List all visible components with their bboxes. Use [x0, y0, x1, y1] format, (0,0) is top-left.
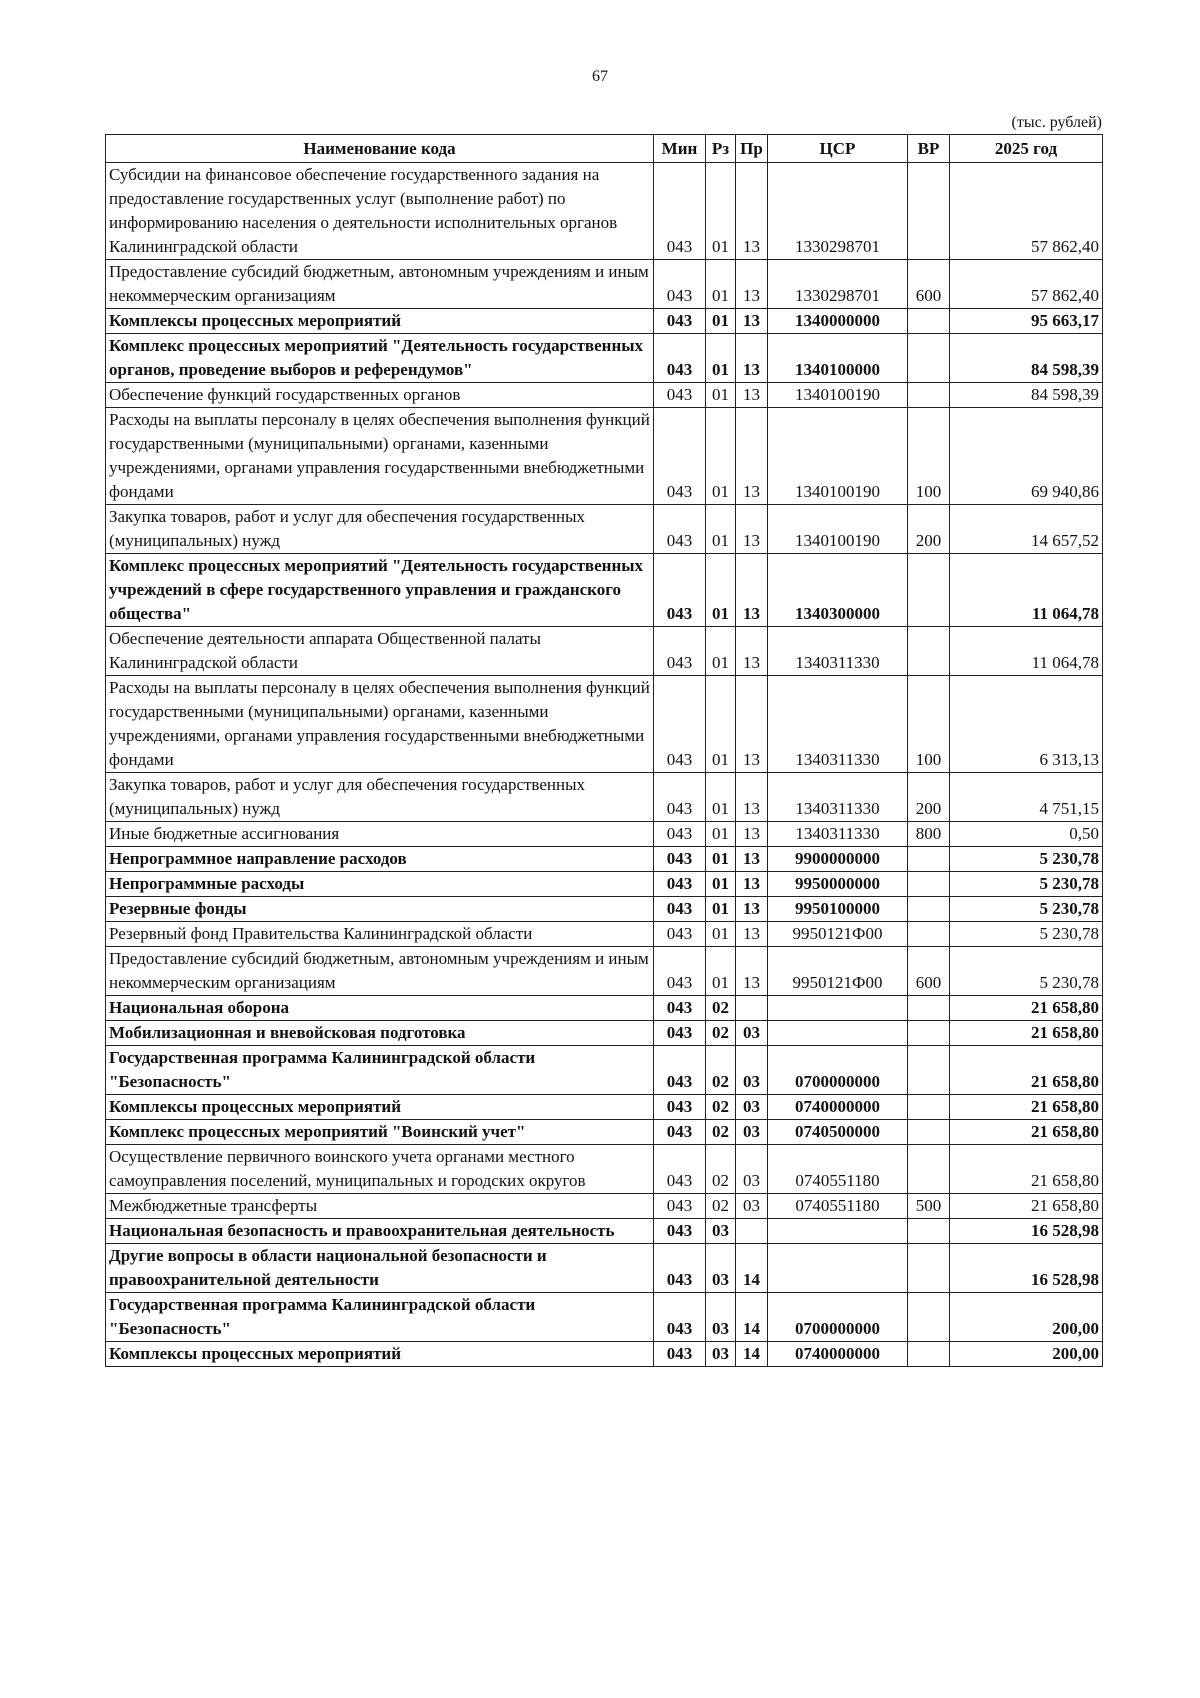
cell-vr: 100	[908, 408, 950, 505]
cell-vr	[908, 334, 950, 383]
cell-amount: 5 230,78	[950, 847, 1103, 872]
cell-vr	[908, 1342, 950, 1367]
cell-csr: 1330298701	[768, 260, 908, 309]
cell-csr: 0700000000	[768, 1046, 908, 1095]
cell-rz: 02	[706, 1021, 736, 1046]
cell-amount: 21 658,80	[950, 1145, 1103, 1194]
cell-name: Расходы на выплаты персоналу в целях обеспечения выполнения функций государственными (муниципальными) органами, казенными учреждениями, органами управления государственными внебюджетными фондами	[106, 676, 654, 773]
cell-csr: 0740000000	[768, 1342, 908, 1367]
cell-min: 043	[654, 1244, 706, 1293]
page-number: 67	[592, 68, 608, 85]
table-row	[106, 822, 1103, 847]
cell-pr: 13	[736, 334, 768, 383]
cell-name: Непрограммные расходы	[106, 872, 654, 897]
table-row	[106, 408, 1103, 505]
cell-rz: 01	[706, 773, 736, 822]
cell-pr: 13	[736, 163, 768, 260]
cell-name: Расходы на выплаты персоналу в целях обеспечения выполнения функций государственными (муниципальными) органами, казенными учреждениями, органами управления государственными внебюджетными фондами	[106, 408, 654, 505]
cell-vr	[908, 1120, 950, 1145]
cell-pr: 13	[736, 676, 768, 773]
cell-csr: 1340311330	[768, 773, 908, 822]
cell-name: Другие вопросы в области национальной безопасности и правоохранительной деятельности	[106, 1244, 654, 1293]
cell-rz: 01	[706, 408, 736, 505]
cell-name: Иные бюджетные ассигнования	[106, 822, 654, 847]
cell-vr	[908, 1145, 950, 1194]
cell-vr	[908, 922, 950, 947]
cell-pr: 13	[736, 822, 768, 847]
cell-rz: 02	[706, 1046, 736, 1095]
header-rz: Рз	[706, 135, 736, 163]
cell-amount: 16 528,98	[950, 1244, 1103, 1293]
cell-amount: 21 658,80	[950, 1194, 1103, 1219]
table-row	[106, 947, 1103, 996]
cell-pr: 13	[736, 383, 768, 408]
cell-name: Обеспечение деятельности аппарата Общественной палаты Калининградской области	[106, 627, 654, 676]
cell-rz: 02	[706, 1145, 736, 1194]
cell-vr: 200	[908, 505, 950, 554]
cell-rz: 03	[706, 1244, 736, 1293]
cell-vr: 600	[908, 947, 950, 996]
cell-rz: 01	[706, 309, 736, 334]
cell-amount: 200,00	[950, 1293, 1103, 1342]
cell-min: 043	[654, 996, 706, 1021]
cell-name: Государственная программа Калининградской области "Безопасность"	[106, 1293, 654, 1342]
cell-vr	[908, 897, 950, 922]
cell-vr: 500	[908, 1194, 950, 1219]
cell-csr	[768, 1219, 908, 1244]
cell-csr: 9950000000	[768, 872, 908, 897]
cell-pr: 13	[736, 872, 768, 897]
cell-amount: 5 230,78	[950, 922, 1103, 947]
cell-amount: 21 658,80	[950, 1021, 1103, 1046]
cell-min: 043	[654, 1095, 706, 1120]
cell-name: Межбюджетные трансферты	[106, 1194, 654, 1219]
header-row	[106, 135, 1103, 163]
cell-rz: 02	[706, 996, 736, 1021]
cell-vr	[908, 1021, 950, 1046]
cell-pr: 14	[736, 1342, 768, 1367]
cell-name: Государственная программа Калининградской области "Безопасность"	[106, 1046, 654, 1095]
cell-vr	[908, 996, 950, 1021]
cell-min: 043	[654, 627, 706, 676]
cell-csr: 0740000000	[768, 1095, 908, 1120]
cell-amount: 4 751,15	[950, 773, 1103, 822]
cell-csr: 9950121Ф00	[768, 947, 908, 996]
cell-csr: 1340100190	[768, 505, 908, 554]
table-row	[106, 1145, 1103, 1194]
cell-vr: 100	[908, 676, 950, 773]
table-row	[106, 1293, 1103, 1342]
cell-rz: 01	[706, 947, 736, 996]
cell-vr	[908, 1095, 950, 1120]
cell-name: Комплекс процессных мероприятий "Деятельность государственных органов, проведение выборов и референдумов"	[106, 334, 654, 383]
cell-vr: 800	[908, 822, 950, 847]
cell-min: 043	[654, 309, 706, 334]
cell-pr: 03	[736, 1120, 768, 1145]
cell-csr: 1340100190	[768, 408, 908, 505]
cell-name: Комплекс процессных мероприятий "Деятельность государственных учреждений в сфере государственного управления и гражданского общества"	[106, 554, 654, 627]
cell-amount: 11 064,78	[950, 554, 1103, 627]
table-header	[106, 135, 1103, 163]
cell-name: Комплексы процессных мероприятий	[106, 1095, 654, 1120]
cell-name: Предоставление субсидий бюджетным, автономным учреждениям и иным некоммерческим организациям	[106, 260, 654, 309]
table-row	[106, 627, 1103, 676]
table-row	[106, 922, 1103, 947]
cell-pr: 03	[736, 1095, 768, 1120]
cell-min: 043	[654, 872, 706, 897]
table-row	[106, 505, 1103, 554]
cell-name: Закупка товаров, работ и услуг для обеспечения государственных (муниципальных) нужд	[106, 505, 654, 554]
cell-rz: 01	[706, 627, 736, 676]
table-row	[106, 1120, 1103, 1145]
cell-min: 043	[654, 822, 706, 847]
cell-name: Мобилизационная и вневойсковая подготовка	[106, 1021, 654, 1046]
cell-vr	[908, 847, 950, 872]
cell-rz: 01	[706, 334, 736, 383]
cell-amount: 84 598,39	[950, 334, 1103, 383]
cell-name: Обеспечение функций государственных органов	[106, 383, 654, 408]
cell-amount: 69 940,86	[950, 408, 1103, 505]
cell-amount: 57 862,40	[950, 260, 1103, 309]
header-name: Наименование кода	[106, 135, 654, 163]
cell-pr: 03	[736, 1194, 768, 1219]
table-row	[106, 996, 1103, 1021]
cell-name: Закупка товаров, работ и услуг для обеспечения государственных (муниципальных) нужд	[106, 773, 654, 822]
table-row	[106, 1046, 1103, 1095]
cell-rz: 01	[706, 163, 736, 260]
cell-pr: 13	[736, 627, 768, 676]
cell-csr	[768, 1244, 908, 1293]
cell-vr	[908, 383, 950, 408]
cell-amount: 16 528,98	[950, 1219, 1103, 1244]
cell-rz: 01	[706, 383, 736, 408]
table-row	[106, 872, 1103, 897]
table-row	[106, 847, 1103, 872]
header-min: Мин	[654, 135, 706, 163]
cell-min: 043	[654, 676, 706, 773]
cell-amount: 14 657,52	[950, 505, 1103, 554]
cell-amount: 21 658,80	[950, 996, 1103, 1021]
cell-pr: 03	[736, 1021, 768, 1046]
cell-amount: 21 658,80	[950, 1095, 1103, 1120]
cell-min: 043	[654, 922, 706, 947]
cell-rz: 03	[706, 1293, 736, 1342]
cell-min: 043	[654, 408, 706, 505]
table-row	[106, 676, 1103, 773]
cell-csr: 1340100190	[768, 383, 908, 408]
cell-min: 043	[654, 847, 706, 872]
cell-rz: 02	[706, 1095, 736, 1120]
table-row	[106, 1021, 1103, 1046]
cell-amount: 84 598,39	[950, 383, 1103, 408]
cell-name: Осуществление первичного воинского учета органами местного самоуправления поселений, муниципальных и городских округов	[106, 1145, 654, 1194]
cell-pr: 14	[736, 1293, 768, 1342]
cell-vr	[908, 554, 950, 627]
cell-vr	[908, 627, 950, 676]
table-row	[106, 773, 1103, 822]
cell-vr	[908, 1293, 950, 1342]
cell-rz: 01	[706, 897, 736, 922]
cell-amount: 21 658,80	[950, 1046, 1103, 1095]
cell-pr: 13	[736, 309, 768, 334]
table-row	[106, 383, 1103, 408]
cell-min: 043	[654, 1219, 706, 1244]
cell-min: 043	[654, 897, 706, 922]
cell-pr: 13	[736, 922, 768, 947]
cell-min: 043	[654, 1145, 706, 1194]
cell-amount: 57 862,40	[950, 163, 1103, 260]
table-row	[106, 897, 1103, 922]
cell-vr: 200	[908, 773, 950, 822]
cell-min: 043	[654, 1293, 706, 1342]
cell-min: 043	[654, 260, 706, 309]
cell-rz: 01	[706, 922, 736, 947]
cell-name: Резервный фонд Правительства Калининградской области	[106, 922, 654, 947]
cell-amount: 5 230,78	[950, 897, 1103, 922]
cell-pr: 03	[736, 1145, 768, 1194]
table-row	[106, 1194, 1103, 1219]
cell-min: 043	[654, 1120, 706, 1145]
cell-rz: 01	[706, 676, 736, 773]
table-row	[106, 260, 1103, 309]
cell-vr: 600	[908, 260, 950, 309]
cell-amount: 21 658,80	[950, 1120, 1103, 1145]
cell-csr: 0740500000	[768, 1120, 908, 1145]
cell-csr	[768, 1021, 908, 1046]
cell-min: 043	[654, 1342, 706, 1367]
cell-csr: 9900000000	[768, 847, 908, 872]
cell-min: 043	[654, 163, 706, 260]
cell-pr: 13	[736, 260, 768, 309]
cell-amount: 0,50	[950, 822, 1103, 847]
cell-min: 043	[654, 554, 706, 627]
cell-vr	[908, 1219, 950, 1244]
cell-csr: 1340300000	[768, 554, 908, 627]
cell-vr	[908, 309, 950, 334]
cell-name: Национальная оборона	[106, 996, 654, 1021]
table-row	[106, 309, 1103, 334]
cell-amount: 95 663,17	[950, 309, 1103, 334]
cell-vr	[908, 1046, 950, 1095]
cell-min: 043	[654, 1046, 706, 1095]
units-label: (тыс. рублей)	[1011, 114, 1102, 131]
cell-min: 043	[654, 773, 706, 822]
cell-min: 043	[654, 383, 706, 408]
cell-rz: 03	[706, 1342, 736, 1367]
cell-name: Субсидии на финансовое обеспечение государственного задания на предоставление государственных услуг (выполнение работ) по информированию населения о деятельности исполнительных органов Калининградской области	[106, 163, 654, 260]
cell-pr: 13	[736, 947, 768, 996]
table-body	[106, 163, 1103, 1367]
table-row	[106, 334, 1103, 383]
header-pr: Пр	[736, 135, 768, 163]
cell-csr	[768, 996, 908, 1021]
cell-csr: 1340311330	[768, 676, 908, 773]
cell-rz: 01	[706, 260, 736, 309]
table-row	[106, 1342, 1103, 1367]
cell-name: Предоставление субсидий бюджетным, автономным учреждениям и иным некоммерческим организациям	[106, 947, 654, 996]
cell-rz: 01	[706, 847, 736, 872]
cell-vr	[908, 1244, 950, 1293]
cell-rz: 02	[706, 1120, 736, 1145]
cell-pr: 13	[736, 773, 768, 822]
cell-amount: 6 313,13	[950, 676, 1103, 773]
cell-csr: 1340311330	[768, 627, 908, 676]
cell-pr: 14	[736, 1244, 768, 1293]
cell-vr	[908, 872, 950, 897]
cell-min: 043	[654, 334, 706, 383]
cell-pr: 13	[736, 847, 768, 872]
cell-rz: 01	[706, 554, 736, 627]
header-csr: ЦСР	[768, 135, 908, 163]
cell-pr	[736, 1219, 768, 1244]
cell-amount: 11 064,78	[950, 627, 1103, 676]
cell-name: Резервные фонды	[106, 897, 654, 922]
cell-csr: 1340311330	[768, 822, 908, 847]
cell-rz: 02	[706, 1194, 736, 1219]
header-year: 2025 год	[950, 135, 1103, 163]
budget-table	[105, 134, 1103, 1367]
cell-csr: 9950121Ф00	[768, 922, 908, 947]
cell-pr: 13	[736, 897, 768, 922]
cell-csr: 0740551180	[768, 1194, 908, 1219]
table-row	[106, 1219, 1103, 1244]
cell-name: Непрограммное направление расходов	[106, 847, 654, 872]
cell-csr: 1340000000	[768, 309, 908, 334]
table-row	[106, 1244, 1103, 1293]
cell-pr: 13	[736, 505, 768, 554]
cell-rz: 03	[706, 1219, 736, 1244]
cell-amount: 5 230,78	[950, 947, 1103, 996]
header-vr: ВР	[908, 135, 950, 163]
cell-min: 043	[654, 1021, 706, 1046]
cell-csr: 0740551180	[768, 1145, 908, 1194]
cell-min: 043	[654, 1194, 706, 1219]
cell-csr: 1340100000	[768, 334, 908, 383]
table-row	[106, 554, 1103, 627]
cell-csr: 0700000000	[768, 1293, 908, 1342]
table-row	[106, 1095, 1103, 1120]
cell-rz: 01	[706, 822, 736, 847]
cell-min: 043	[654, 947, 706, 996]
cell-csr: 1330298701	[768, 163, 908, 260]
cell-pr: 13	[736, 408, 768, 505]
cell-rz: 01	[706, 505, 736, 554]
cell-amount: 5 230,78	[950, 872, 1103, 897]
cell-vr	[908, 163, 950, 260]
cell-pr: 03	[736, 1046, 768, 1095]
cell-name: Национальная безопасность и правоохранительная деятельность	[106, 1219, 654, 1244]
cell-name: Комплекс процессных мероприятий "Воинский учет"	[106, 1120, 654, 1145]
cell-amount: 200,00	[950, 1342, 1103, 1367]
cell-name: Комплексы процессных мероприятий	[106, 1342, 654, 1367]
cell-name: Комплексы процессных мероприятий	[106, 309, 654, 334]
cell-rz: 01	[706, 872, 736, 897]
cell-pr	[736, 996, 768, 1021]
table-row	[106, 163, 1103, 260]
cell-min: 043	[654, 505, 706, 554]
cell-pr: 13	[736, 554, 768, 627]
cell-csr: 9950100000	[768, 897, 908, 922]
